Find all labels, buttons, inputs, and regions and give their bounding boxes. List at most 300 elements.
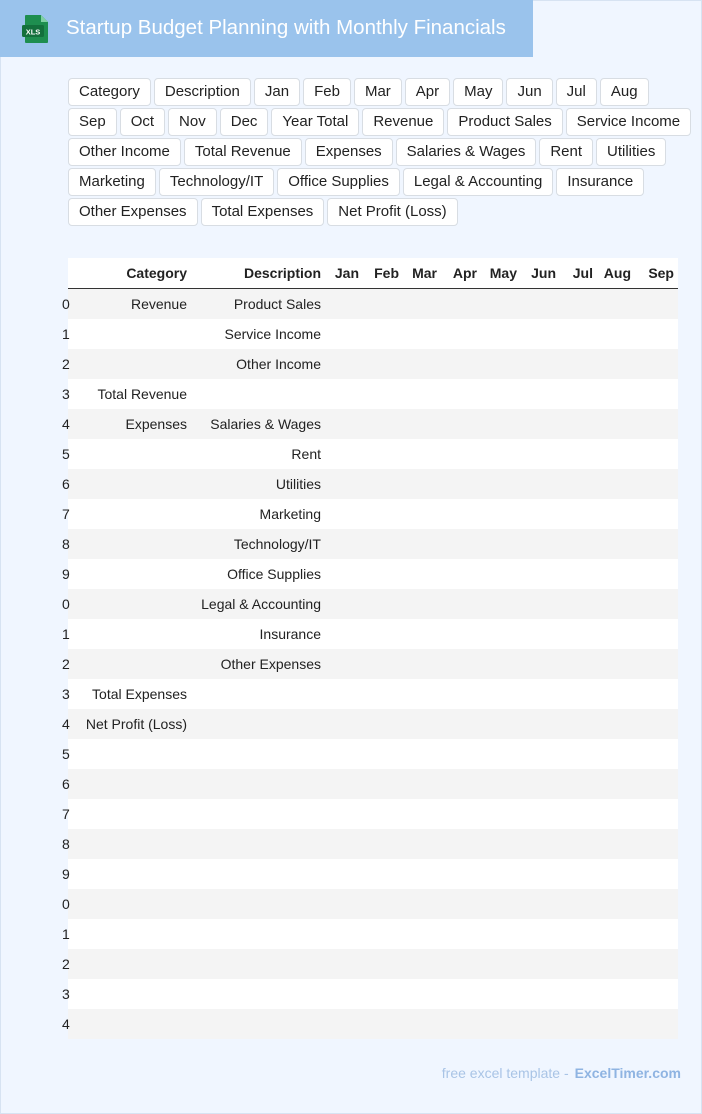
column-chip[interactable]: Rent xyxy=(539,138,593,166)
month-value-cell[interactable] xyxy=(521,1009,560,1039)
month-value-cell[interactable] xyxy=(560,469,597,499)
column-header[interactable] xyxy=(68,258,76,289)
category-cell[interactable] xyxy=(76,559,191,589)
month-value-cell[interactable] xyxy=(363,679,403,709)
category-cell[interactable]: Expenses xyxy=(76,409,191,439)
month-value-cell[interactable] xyxy=(363,559,403,589)
month-value-cell[interactable] xyxy=(441,829,481,859)
description-cell[interactable] xyxy=(191,979,325,1009)
month-value-cell[interactable] xyxy=(403,319,441,349)
month-value-cell[interactable] xyxy=(597,559,635,589)
month-value-cell[interactable] xyxy=(521,979,560,1009)
month-value-cell[interactable] xyxy=(597,469,635,499)
column-chip[interactable]: Service Income xyxy=(566,108,691,136)
month-value-cell[interactable] xyxy=(635,319,678,349)
month-value-cell[interactable] xyxy=(325,949,363,979)
month-value-cell[interactable] xyxy=(441,919,481,949)
month-value-cell[interactable] xyxy=(560,739,597,769)
month-value-cell[interactable] xyxy=(635,859,678,889)
month-value-cell[interactable] xyxy=(597,739,635,769)
column-chip[interactable]: Product Sales xyxy=(447,108,562,136)
month-value-cell[interactable] xyxy=(635,349,678,379)
month-value-cell[interactable] xyxy=(441,859,481,889)
month-value-cell[interactable] xyxy=(635,1009,678,1039)
month-value-cell[interactable] xyxy=(635,289,678,320)
category-cell[interactable] xyxy=(76,469,191,499)
description-cell[interactable] xyxy=(191,859,325,889)
column-chip[interactable]: Sep xyxy=(68,108,117,136)
month-value-cell[interactable] xyxy=(403,829,441,859)
month-value-cell[interactable] xyxy=(441,409,481,439)
description-cell[interactable] xyxy=(191,679,325,709)
month-value-cell[interactable] xyxy=(560,379,597,409)
month-value-cell[interactable] xyxy=(597,679,635,709)
month-value-cell[interactable] xyxy=(325,859,363,889)
month-value-cell[interactable] xyxy=(597,919,635,949)
month-value-cell[interactable] xyxy=(481,739,521,769)
month-value-cell[interactable] xyxy=(635,469,678,499)
month-value-cell[interactable] xyxy=(597,979,635,1009)
month-value-cell[interactable] xyxy=(635,829,678,859)
month-value-cell[interactable] xyxy=(521,589,560,619)
month-value-cell[interactable] xyxy=(560,289,597,320)
month-value-cell[interactable] xyxy=(403,919,441,949)
month-value-cell[interactable] xyxy=(560,319,597,349)
month-value-cell[interactable] xyxy=(521,709,560,739)
month-value-cell[interactable] xyxy=(325,289,363,320)
month-value-cell[interactable] xyxy=(403,409,441,439)
month-value-cell[interactable] xyxy=(403,649,441,679)
month-value-cell[interactable] xyxy=(560,889,597,919)
month-value-cell[interactable] xyxy=(441,319,481,349)
category-cell[interactable] xyxy=(76,829,191,859)
month-value-cell[interactable] xyxy=(363,379,403,409)
month-value-cell[interactable] xyxy=(363,469,403,499)
month-value-cell[interactable] xyxy=(325,559,363,589)
category-cell[interactable] xyxy=(76,979,191,1009)
category-cell[interactable] xyxy=(76,949,191,979)
category-cell[interactable] xyxy=(76,589,191,619)
month-value-cell[interactable] xyxy=(597,349,635,379)
column-header[interactable]: Mar xyxy=(403,258,441,289)
month-value-cell[interactable] xyxy=(597,829,635,859)
column-chip[interactable]: Expenses xyxy=(305,138,393,166)
column-header[interactable]: Sep xyxy=(635,258,678,289)
column-chip[interactable]: Jul xyxy=(556,78,597,106)
category-cell[interactable] xyxy=(76,439,191,469)
month-value-cell[interactable] xyxy=(403,439,441,469)
column-chip[interactable]: Salaries & Wages xyxy=(396,138,537,166)
month-value-cell[interactable] xyxy=(635,499,678,529)
month-value-cell[interactable] xyxy=(363,349,403,379)
month-value-cell[interactable] xyxy=(521,529,560,559)
month-value-cell[interactable] xyxy=(521,949,560,979)
month-value-cell[interactable] xyxy=(363,859,403,889)
month-value-cell[interactable] xyxy=(325,469,363,499)
month-value-cell[interactable] xyxy=(521,769,560,799)
month-value-cell[interactable] xyxy=(597,289,635,320)
month-value-cell[interactable] xyxy=(481,439,521,469)
month-value-cell[interactable] xyxy=(441,349,481,379)
description-cell[interactable]: Product Sales xyxy=(191,289,325,320)
column-chip[interactable]: Insurance xyxy=(556,168,644,196)
month-value-cell[interactable] xyxy=(403,949,441,979)
month-value-cell[interactable] xyxy=(441,769,481,799)
month-value-cell[interactable] xyxy=(597,769,635,799)
month-value-cell[interactable] xyxy=(481,559,521,589)
month-value-cell[interactable] xyxy=(363,589,403,619)
month-value-cell[interactable] xyxy=(521,409,560,439)
column-chip[interactable]: Dec xyxy=(220,108,269,136)
category-cell[interactable] xyxy=(76,739,191,769)
month-value-cell[interactable] xyxy=(560,709,597,739)
month-value-cell[interactable] xyxy=(441,379,481,409)
month-value-cell[interactable] xyxy=(597,589,635,619)
month-value-cell[interactable] xyxy=(481,949,521,979)
month-value-cell[interactable] xyxy=(363,499,403,529)
column-chip[interactable]: Description xyxy=(154,78,251,106)
month-value-cell[interactable] xyxy=(441,739,481,769)
column-chip[interactable]: Net Profit (Loss) xyxy=(327,198,457,226)
month-value-cell[interactable] xyxy=(403,589,441,619)
month-value-cell[interactable] xyxy=(441,589,481,619)
month-value-cell[interactable] xyxy=(403,379,441,409)
month-value-cell[interactable] xyxy=(635,889,678,919)
column-chip[interactable]: Jan xyxy=(254,78,300,106)
month-value-cell[interactable] xyxy=(560,859,597,889)
description-cell[interactable]: Salaries & Wages xyxy=(191,409,325,439)
description-cell[interactable] xyxy=(191,889,325,919)
month-value-cell[interactable] xyxy=(597,439,635,469)
month-value-cell[interactable] xyxy=(597,1009,635,1039)
month-value-cell[interactable] xyxy=(521,439,560,469)
description-cell[interactable]: Other Income xyxy=(191,349,325,379)
description-cell[interactable] xyxy=(191,829,325,859)
month-value-cell[interactable] xyxy=(560,949,597,979)
month-value-cell[interactable] xyxy=(325,499,363,529)
footer-brand-link[interactable]: ExcelTimer.com xyxy=(574,1065,681,1081)
month-value-cell[interactable] xyxy=(441,949,481,979)
month-value-cell[interactable] xyxy=(521,829,560,859)
month-value-cell[interactable] xyxy=(481,859,521,889)
category-cell[interactable]: Net Profit (Loss) xyxy=(76,709,191,739)
month-value-cell[interactable] xyxy=(441,889,481,919)
month-value-cell[interactable] xyxy=(403,889,441,919)
column-header[interactable]: Feb xyxy=(363,258,403,289)
month-value-cell[interactable] xyxy=(403,769,441,799)
month-value-cell[interactable] xyxy=(441,979,481,1009)
column-chip[interactable]: Technology/IT xyxy=(159,168,274,196)
month-value-cell[interactable] xyxy=(560,619,597,649)
month-value-cell[interactable] xyxy=(481,919,521,949)
month-value-cell[interactable] xyxy=(560,649,597,679)
month-value-cell[interactable] xyxy=(481,979,521,1009)
column-chip[interactable]: Revenue xyxy=(362,108,444,136)
month-value-cell[interactable] xyxy=(403,499,441,529)
month-value-cell[interactable] xyxy=(441,679,481,709)
month-value-cell[interactable] xyxy=(441,799,481,829)
column-chip[interactable]: Total Revenue xyxy=(184,138,302,166)
month-value-cell[interactable] xyxy=(325,589,363,619)
month-value-cell[interactable] xyxy=(363,889,403,919)
month-value-cell[interactable] xyxy=(635,979,678,1009)
month-value-cell[interactable] xyxy=(597,709,635,739)
column-chip[interactable]: Jun xyxy=(506,78,552,106)
month-value-cell[interactable] xyxy=(635,619,678,649)
category-cell[interactable] xyxy=(76,859,191,889)
month-value-cell[interactable] xyxy=(481,769,521,799)
column-header[interactable]: Jul xyxy=(560,258,597,289)
column-header[interactable]: Apr xyxy=(441,258,481,289)
month-value-cell[interactable] xyxy=(325,679,363,709)
month-value-cell[interactable] xyxy=(441,289,481,320)
month-value-cell[interactable] xyxy=(521,319,560,349)
column-header[interactable]: Jun xyxy=(521,258,560,289)
month-value-cell[interactable] xyxy=(363,709,403,739)
month-value-cell[interactable] xyxy=(481,529,521,559)
month-value-cell[interactable] xyxy=(560,409,597,439)
month-value-cell[interactable] xyxy=(521,889,560,919)
category-cell[interactable] xyxy=(76,919,191,949)
month-value-cell[interactable] xyxy=(597,889,635,919)
column-chip[interactable]: Nov xyxy=(168,108,217,136)
month-value-cell[interactable] xyxy=(403,739,441,769)
month-value-cell[interactable] xyxy=(597,379,635,409)
column-chip[interactable]: Office Supplies xyxy=(277,168,400,196)
month-value-cell[interactable] xyxy=(325,919,363,949)
category-cell[interactable]: Revenue xyxy=(76,289,191,320)
month-value-cell[interactable] xyxy=(521,619,560,649)
month-value-cell[interactable] xyxy=(403,979,441,1009)
month-value-cell[interactable] xyxy=(325,319,363,349)
month-value-cell[interactable] xyxy=(325,619,363,649)
month-value-cell[interactable] xyxy=(635,799,678,829)
month-value-cell[interactable] xyxy=(481,619,521,649)
month-value-cell[interactable] xyxy=(325,379,363,409)
category-cell[interactable] xyxy=(76,769,191,799)
month-value-cell[interactable] xyxy=(481,799,521,829)
month-value-cell[interactable] xyxy=(597,529,635,559)
description-cell[interactable] xyxy=(191,799,325,829)
month-value-cell[interactable] xyxy=(363,529,403,559)
month-value-cell[interactable] xyxy=(403,709,441,739)
month-value-cell[interactable] xyxy=(521,739,560,769)
description-cell[interactable]: Other Expenses xyxy=(191,649,325,679)
month-value-cell[interactable] xyxy=(363,739,403,769)
month-value-cell[interactable] xyxy=(597,409,635,439)
month-value-cell[interactable] xyxy=(597,949,635,979)
description-cell[interactable]: Service Income xyxy=(191,319,325,349)
description-cell[interactable]: Technology/IT xyxy=(191,529,325,559)
column-chip[interactable]: Feb xyxy=(303,78,351,106)
month-value-cell[interactable] xyxy=(325,799,363,829)
description-cell[interactable] xyxy=(191,919,325,949)
month-value-cell[interactable] xyxy=(481,319,521,349)
month-value-cell[interactable] xyxy=(403,469,441,499)
month-value-cell[interactable] xyxy=(363,319,403,349)
month-value-cell[interactable] xyxy=(521,799,560,829)
month-value-cell[interactable] xyxy=(560,349,597,379)
month-value-cell[interactable] xyxy=(441,709,481,739)
description-cell[interactable]: Legal & Accounting xyxy=(191,589,325,619)
month-value-cell[interactable] xyxy=(481,1009,521,1039)
month-value-cell[interactable] xyxy=(481,829,521,859)
month-value-cell[interactable] xyxy=(481,499,521,529)
month-value-cell[interactable] xyxy=(560,979,597,1009)
month-value-cell[interactable] xyxy=(481,679,521,709)
month-value-cell[interactable] xyxy=(403,529,441,559)
category-cell[interactable]: Total Expenses xyxy=(76,679,191,709)
month-value-cell[interactable] xyxy=(325,439,363,469)
description-cell[interactable] xyxy=(191,949,325,979)
column-chip[interactable]: Oct xyxy=(120,108,165,136)
column-chip[interactable]: Aug xyxy=(600,78,649,106)
month-value-cell[interactable] xyxy=(325,649,363,679)
month-value-cell[interactable] xyxy=(521,679,560,709)
description-cell[interactable] xyxy=(191,1009,325,1039)
month-value-cell[interactable] xyxy=(441,469,481,499)
month-value-cell[interactable] xyxy=(521,499,560,529)
month-value-cell[interactable] xyxy=(325,1009,363,1039)
month-value-cell[interactable] xyxy=(521,559,560,589)
category-cell[interactable] xyxy=(76,649,191,679)
description-cell[interactable]: Utilities xyxy=(191,469,325,499)
month-value-cell[interactable] xyxy=(481,289,521,320)
column-chip[interactable]: Year Total xyxy=(271,108,359,136)
month-value-cell[interactable] xyxy=(635,739,678,769)
month-value-cell[interactable] xyxy=(325,409,363,439)
month-value-cell[interactable] xyxy=(363,799,403,829)
column-chip[interactable]: Utilities xyxy=(596,138,666,166)
month-value-cell[interactable] xyxy=(441,439,481,469)
month-value-cell[interactable] xyxy=(363,949,403,979)
category-cell[interactable] xyxy=(76,349,191,379)
month-value-cell[interactable] xyxy=(325,769,363,799)
month-value-cell[interactable] xyxy=(635,529,678,559)
column-chip[interactable]: Apr xyxy=(405,78,450,106)
month-value-cell[interactable] xyxy=(560,919,597,949)
month-value-cell[interactable] xyxy=(481,889,521,919)
month-value-cell[interactable] xyxy=(403,289,441,320)
column-chip[interactable]: Other Income xyxy=(68,138,181,166)
month-value-cell[interactable] xyxy=(521,469,560,499)
month-value-cell[interactable] xyxy=(403,559,441,589)
column-header[interactable]: Jan xyxy=(325,258,363,289)
month-value-cell[interactable] xyxy=(441,1009,481,1039)
month-value-cell[interactable] xyxy=(597,619,635,649)
month-value-cell[interactable] xyxy=(441,619,481,649)
data-table-container[interactable] xyxy=(62,258,678,1040)
column-chip[interactable]: Marketing xyxy=(68,168,156,196)
month-value-cell[interactable] xyxy=(560,559,597,589)
month-value-cell[interactable] xyxy=(597,499,635,529)
description-cell[interactable] xyxy=(191,739,325,769)
month-value-cell[interactable] xyxy=(521,649,560,679)
month-value-cell[interactable] xyxy=(363,1009,403,1039)
month-value-cell[interactable] xyxy=(560,829,597,859)
description-cell[interactable] xyxy=(191,709,325,739)
month-value-cell[interactable] xyxy=(597,319,635,349)
month-value-cell[interactable] xyxy=(481,379,521,409)
month-value-cell[interactable] xyxy=(441,649,481,679)
month-value-cell[interactable] xyxy=(363,919,403,949)
month-value-cell[interactable] xyxy=(325,709,363,739)
month-value-cell[interactable] xyxy=(481,589,521,619)
category-cell[interactable] xyxy=(76,619,191,649)
description-cell[interactable]: Insurance xyxy=(191,619,325,649)
month-value-cell[interactable] xyxy=(560,529,597,559)
month-value-cell[interactable] xyxy=(325,979,363,1009)
month-value-cell[interactable] xyxy=(403,1009,441,1039)
column-header[interactable]: Description xyxy=(191,258,325,289)
description-cell[interactable]: Marketing xyxy=(191,499,325,529)
month-value-cell[interactable] xyxy=(597,859,635,889)
month-value-cell[interactable] xyxy=(560,1009,597,1039)
month-value-cell[interactable] xyxy=(441,499,481,529)
column-header[interactable]: Aug xyxy=(597,258,635,289)
month-value-cell[interactable] xyxy=(441,529,481,559)
month-value-cell[interactable] xyxy=(325,829,363,859)
month-value-cell[interactable] xyxy=(403,799,441,829)
category-cell[interactable] xyxy=(76,799,191,829)
column-chip[interactable]: Category xyxy=(68,78,151,106)
month-value-cell[interactable] xyxy=(635,589,678,619)
month-value-cell[interactable] xyxy=(325,349,363,379)
month-value-cell[interactable] xyxy=(403,859,441,889)
month-value-cell[interactable] xyxy=(560,769,597,799)
month-value-cell[interactable] xyxy=(363,649,403,679)
category-cell[interactable] xyxy=(76,319,191,349)
month-value-cell[interactable] xyxy=(521,379,560,409)
month-value-cell[interactable] xyxy=(363,979,403,1009)
month-value-cell[interactable] xyxy=(560,589,597,619)
month-value-cell[interactable] xyxy=(635,949,678,979)
month-value-cell[interactable] xyxy=(481,709,521,739)
month-value-cell[interactable] xyxy=(560,799,597,829)
month-value-cell[interactable] xyxy=(635,679,678,709)
month-value-cell[interactable] xyxy=(635,379,678,409)
month-value-cell[interactable] xyxy=(635,769,678,799)
month-value-cell[interactable] xyxy=(363,409,403,439)
month-value-cell[interactable] xyxy=(635,919,678,949)
month-value-cell[interactable] xyxy=(363,619,403,649)
column-chip[interactable]: Other Expenses xyxy=(68,198,198,226)
description-cell[interactable]: Office Supplies xyxy=(191,559,325,589)
month-value-cell[interactable] xyxy=(481,349,521,379)
month-value-cell[interactable] xyxy=(403,619,441,649)
month-value-cell[interactable] xyxy=(521,859,560,889)
month-value-cell[interactable] xyxy=(403,349,441,379)
month-value-cell[interactable] xyxy=(635,409,678,439)
month-value-cell[interactable] xyxy=(403,679,441,709)
category-cell[interactable] xyxy=(76,529,191,559)
category-cell[interactable] xyxy=(76,499,191,529)
category-cell[interactable]: Total Revenue xyxy=(76,379,191,409)
category-cell[interactable] xyxy=(76,889,191,919)
category-cell[interactable] xyxy=(76,1009,191,1039)
description-cell[interactable] xyxy=(191,379,325,409)
column-chip[interactable]: Mar xyxy=(354,78,402,106)
month-value-cell[interactable] xyxy=(560,679,597,709)
month-value-cell[interactable] xyxy=(325,889,363,919)
month-value-cell[interactable] xyxy=(363,439,403,469)
description-cell[interactable] xyxy=(191,769,325,799)
month-value-cell[interactable] xyxy=(481,469,521,499)
month-value-cell[interactable] xyxy=(635,559,678,589)
month-value-cell[interactable] xyxy=(363,289,403,320)
column-chip[interactable]: Total Expenses xyxy=(201,198,325,226)
column-chip[interactable]: May xyxy=(453,78,503,106)
